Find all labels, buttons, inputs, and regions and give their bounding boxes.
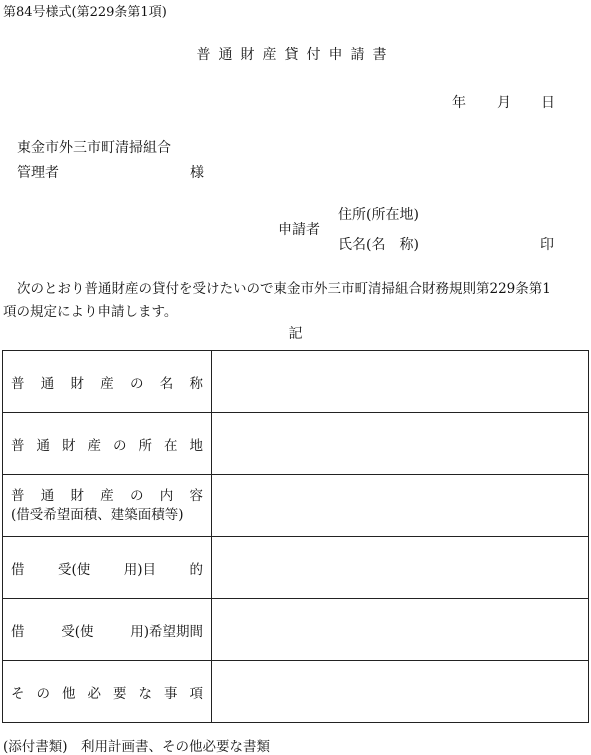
value-cell-property-content[interactable] — [212, 475, 589, 537]
label-char: そ — [11, 685, 25, 702]
label-char: 必 — [87, 685, 101, 702]
label-char: 産 — [87, 437, 101, 454]
label-char: 財 — [70, 375, 84, 392]
date-day-label: 日 — [541, 95, 555, 111]
recipient-organization: 東金市外三市町清掃組合 — [17, 140, 171, 156]
applicant-name-label: 氏名(名 称) — [338, 237, 419, 253]
label-char: 普 — [11, 375, 25, 392]
body-text-line-2: 項の規定により申請します。 — [3, 304, 178, 320]
table-row — [3, 413, 589, 475]
label-char: 受(使 — [61, 623, 94, 640]
applicant-address-label: 住所(所在地) — [338, 207, 419, 223]
row-label-lease-period — [3, 599, 212, 661]
label-char: 普 — [11, 487, 25, 504]
table-row — [3, 537, 589, 599]
recipient-manager-label: 管理者 — [17, 165, 59, 181]
label-char: 通 — [36, 437, 50, 454]
attachments-note: (添付書類) 利用計画書、その他必要な書類 — [3, 739, 271, 755]
label-char: 受(使 — [57, 561, 91, 578]
row-label-lease-purpose — [3, 537, 212, 599]
table-row — [3, 475, 589, 537]
label-char: 借 — [11, 623, 25, 640]
label-char: 財 — [62, 437, 76, 454]
label-char: 他 — [62, 685, 76, 702]
label-char: の — [130, 375, 144, 392]
label-char: な — [138, 685, 152, 702]
label-char: 地 — [189, 437, 203, 454]
label-char: 借 — [11, 561, 25, 578]
label-char: 用)目 — [123, 561, 156, 578]
label-char: 在 — [164, 437, 178, 454]
label-char: 名 — [159, 375, 174, 392]
table-row — [3, 661, 589, 723]
label-char: の — [113, 437, 127, 454]
detail-table — [2, 350, 589, 723]
date-year-label: 年 — [452, 95, 466, 111]
row-label-subnote: (借受希望面積、建築面積等) — [11, 506, 184, 523]
date-month-label: 月 — [497, 95, 511, 111]
label-char: 産 — [100, 375, 114, 392]
label-char: 的 — [189, 561, 203, 578]
value-cell-lease-purpose[interactable] — [212, 537, 589, 599]
row-label-property-name — [3, 351, 212, 413]
row-label-other-matters — [3, 661, 212, 723]
label-char: 所 — [138, 437, 152, 454]
label-char: 通 — [40, 487, 55, 504]
label-char: 用)希望期間 — [130, 623, 203, 640]
row-label-property-location — [3, 413, 212, 475]
label-char: 項 — [189, 685, 203, 702]
recipient-honorific: 様 — [190, 165, 204, 181]
label-char: 財 — [70, 487, 84, 504]
label-char: の — [130, 487, 144, 504]
value-cell-other-matters[interactable] — [212, 661, 589, 723]
row-label-property-content — [3, 475, 212, 537]
value-cell-lease-period[interactable] — [212, 599, 589, 661]
label-char: 通 — [40, 375, 55, 392]
form-number: 第84号様式(第229条第1項) — [3, 5, 167, 20]
seal-mark: 印 — [540, 237, 554, 253]
label-char: 称 — [189, 375, 203, 392]
label-char: 普 — [11, 437, 25, 454]
label-char: 産 — [100, 487, 114, 504]
document-title: 普通財産貸付申請書 — [196, 47, 395, 63]
ki-heading: 記 — [288, 326, 303, 342]
value-cell-property-location[interactable] — [212, 413, 589, 475]
table-row — [3, 599, 589, 661]
label-char: の — [36, 685, 50, 702]
label-char: 要 — [113, 685, 127, 702]
table-row — [3, 351, 589, 413]
applicant-label: 申請者 — [278, 222, 320, 238]
label-char: 容 — [189, 487, 203, 504]
value-cell-property-name[interactable] — [212, 351, 589, 413]
label-char: 事 — [164, 685, 178, 702]
body-text-line-1: 次のとおり普通財産の貸付を受けたいので東金市外三市町清掃組合財務規則第229条第1 — [17, 281, 551, 297]
label-char: 内 — [159, 487, 174, 504]
